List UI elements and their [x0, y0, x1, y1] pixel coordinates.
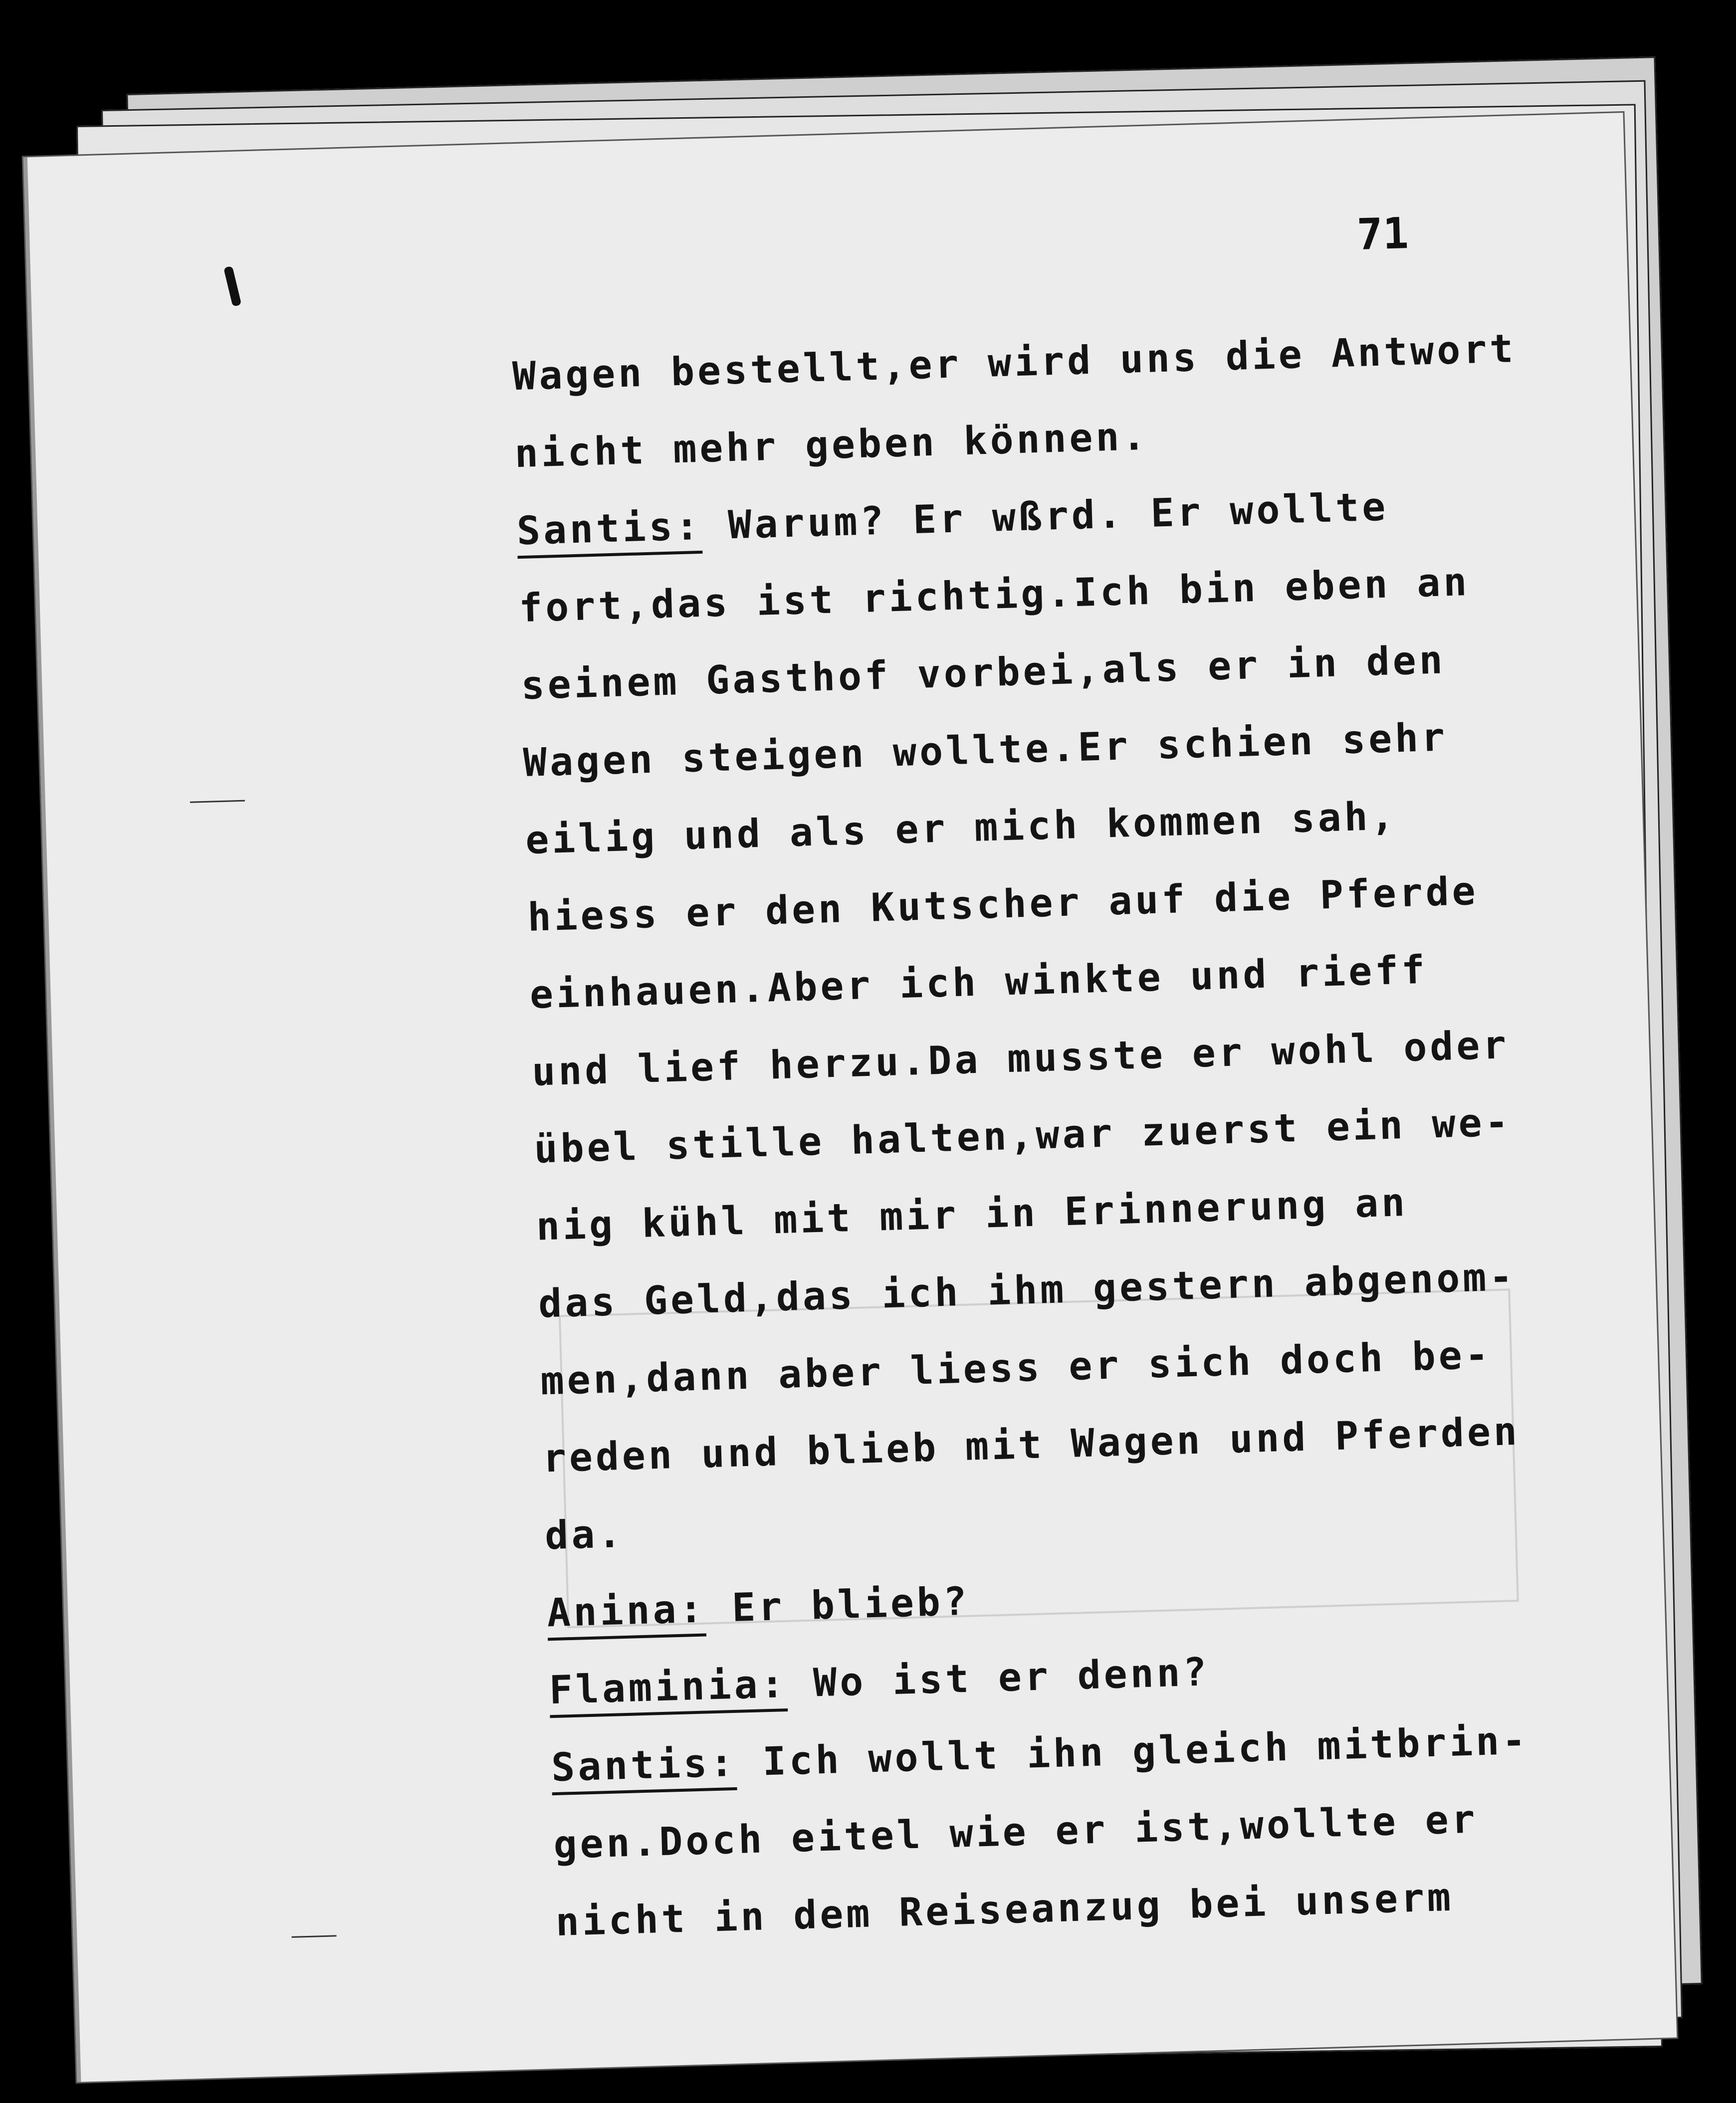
- line-text: nicht mehr geben können.: [514, 414, 1149, 477]
- line-text: Ich wollt ihn gleich mitbrin-: [735, 1718, 1529, 1785]
- margin-tick: [292, 1935, 337, 1938]
- speaker-name: Flaminia:: [549, 1662, 788, 1718]
- line-text: das Geld,das ich ihm gestern abgenom-: [538, 1254, 1517, 1327]
- line-text: nicht in dem Reiseanzug bei unserm: [555, 1875, 1455, 1945]
- line-text: Wagen steigen wollte.Er schien sehr: [522, 715, 1449, 786]
- line-text: eilig und als er mich kommen sah,: [525, 794, 1398, 863]
- line-text: seinem Gasthof vorbei,als er in den: [520, 637, 1446, 709]
- speaker-name: Santis:: [516, 504, 702, 559]
- line-text: und lief herzu.Da musste er wohl oder: [531, 1023, 1510, 1095]
- line-text: fort,das ist richtig.Ich bin eben an: [518, 559, 1471, 631]
- line-text: gen.Doch eitel wie er ist,wollte er: [553, 1797, 1479, 1868]
- line-text: men,dann aber liess er sich doch be-: [540, 1332, 1492, 1404]
- line-text: übel stille halten,war zuerst ein we-: [533, 1100, 1512, 1172]
- line-text: reden und blieb mit Wagen und Pferden: [542, 1409, 1521, 1481]
- line-text: da.: [544, 1511, 625, 1559]
- margin-tick: [190, 800, 245, 803]
- line-text: Warum? Er wßrd. Er wollte: [701, 484, 1389, 549]
- speaker-name: Anina:: [546, 1587, 706, 1641]
- page-number: 71: [1356, 209, 1410, 260]
- line-text: nig kühl mit mir in Erinnerung an: [535, 1180, 1409, 1250]
- speaker-name: Santis:: [551, 1740, 737, 1795]
- ink-mark: [223, 266, 241, 307]
- typescript-text: [511, 308, 1654, 1961]
- line-text: Er blieb?: [705, 1579, 970, 1632]
- line-text: hiess er den Kutscher auf die Pferde: [527, 868, 1479, 940]
- line-text: einhauen.Aber ich winkte und rieff: [529, 947, 1429, 1018]
- line-text: Wagen bestellt,er wird uns die Antwort: [512, 326, 1517, 400]
- typed-page: [23, 113, 1677, 2082]
- line-text: Wo ist er denn?: [786, 1650, 1210, 1706]
